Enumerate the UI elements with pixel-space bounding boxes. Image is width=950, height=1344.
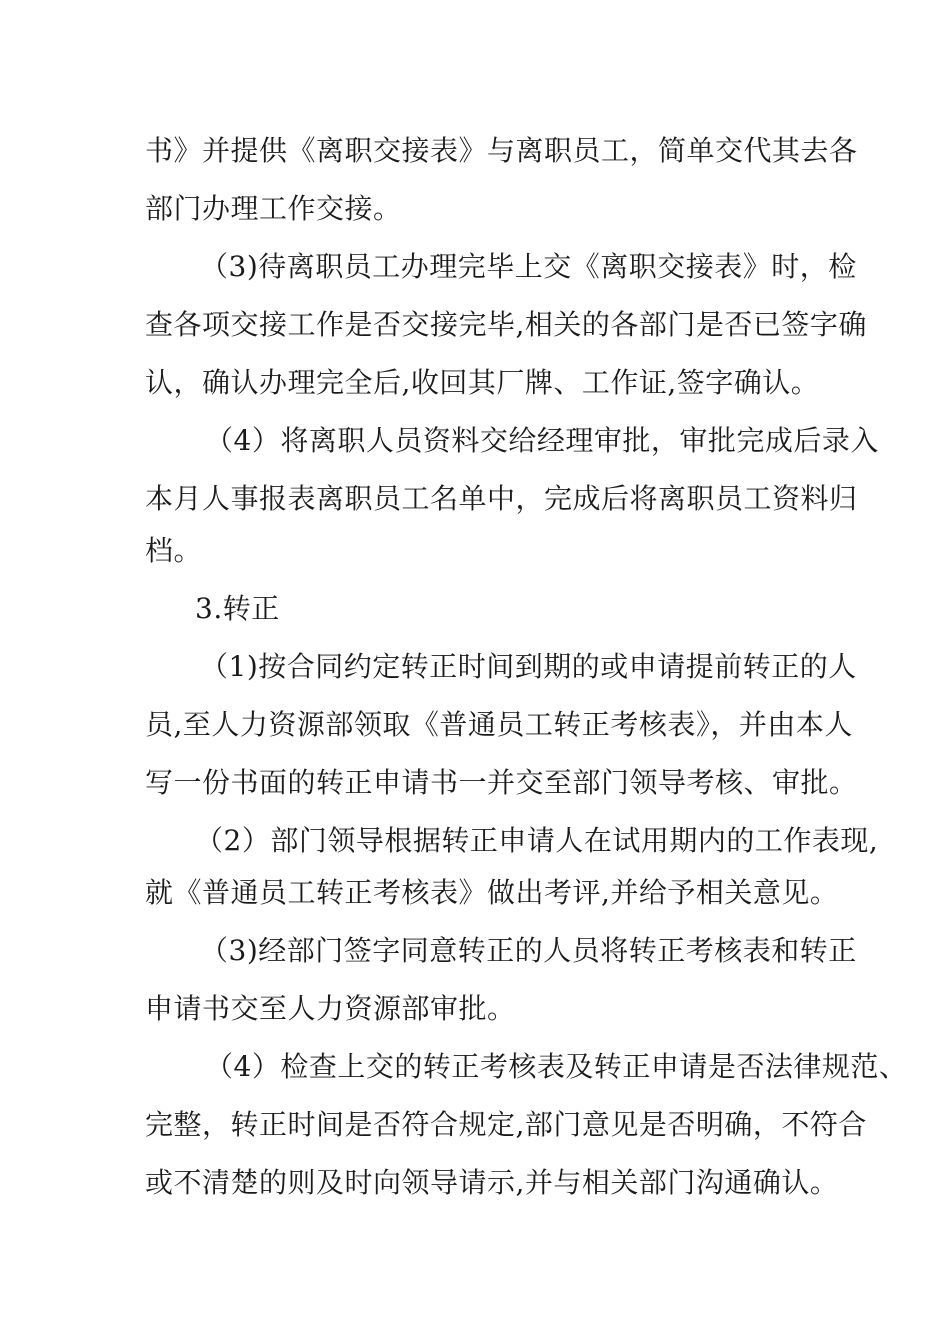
text-line: 本月人事报表离职员工名单中，完成后将离职员工资料归: [145, 482, 858, 515]
text-line: 就《普通员工转正考核表》做出考评,并给予相关意见。: [145, 876, 839, 909]
paragraph-4b-start: （4）检查上交的转正考核表及转正申请是否法律规范、: [205, 1050, 908, 1083]
text-line: 书》并提供《离职交接表》与离职员工，简单交代其去各: [145, 134, 858, 167]
text-line: 完整，转正时间是否符合规定,部门意见是否明确，不符合: [145, 1108, 867, 1141]
paragraph-3-start: （3)待离职员工办理完毕上交《离职交接表》时，检: [200, 250, 857, 283]
text-line: 写一份书面的转正申请书一并交至部门领导考核、审批。: [145, 766, 858, 799]
text-line: 档。: [145, 534, 203, 567]
text-line: 认，确认办理完全后,收回其厂牌、工作证,签字确认。: [145, 366, 820, 399]
text-line: 员,至人力资源部领取《普通员工转正考核表》，并由本人: [145, 708, 853, 741]
text-line: 部门办理工作交接。: [145, 192, 402, 225]
paragraph-3b-start: （3)经部门签字同意转正的人员将转正考核表和转正: [200, 934, 857, 967]
text-line: 查各项交接工作是否交接完毕,相关的各部门是否已签字确: [145, 308, 867, 341]
text-line: 或不清楚的则及时向领导请示,并与相关部门沟通确认。: [145, 1166, 839, 1199]
paragraph-2-start: （2）部门领导根据转正申请人在试用期内的工作表现,: [195, 824, 879, 857]
text-line: 申请书交至人力资源部审批。: [145, 992, 516, 1025]
section-heading: 3.转正: [195, 592, 280, 625]
paragraph-4-start: （4）将离职人员资料交给经理审批，审批完成后录入: [205, 424, 879, 457]
paragraph-1-start: （1)按合同约定转正时间到期的或申请提前转正的人: [200, 650, 857, 683]
